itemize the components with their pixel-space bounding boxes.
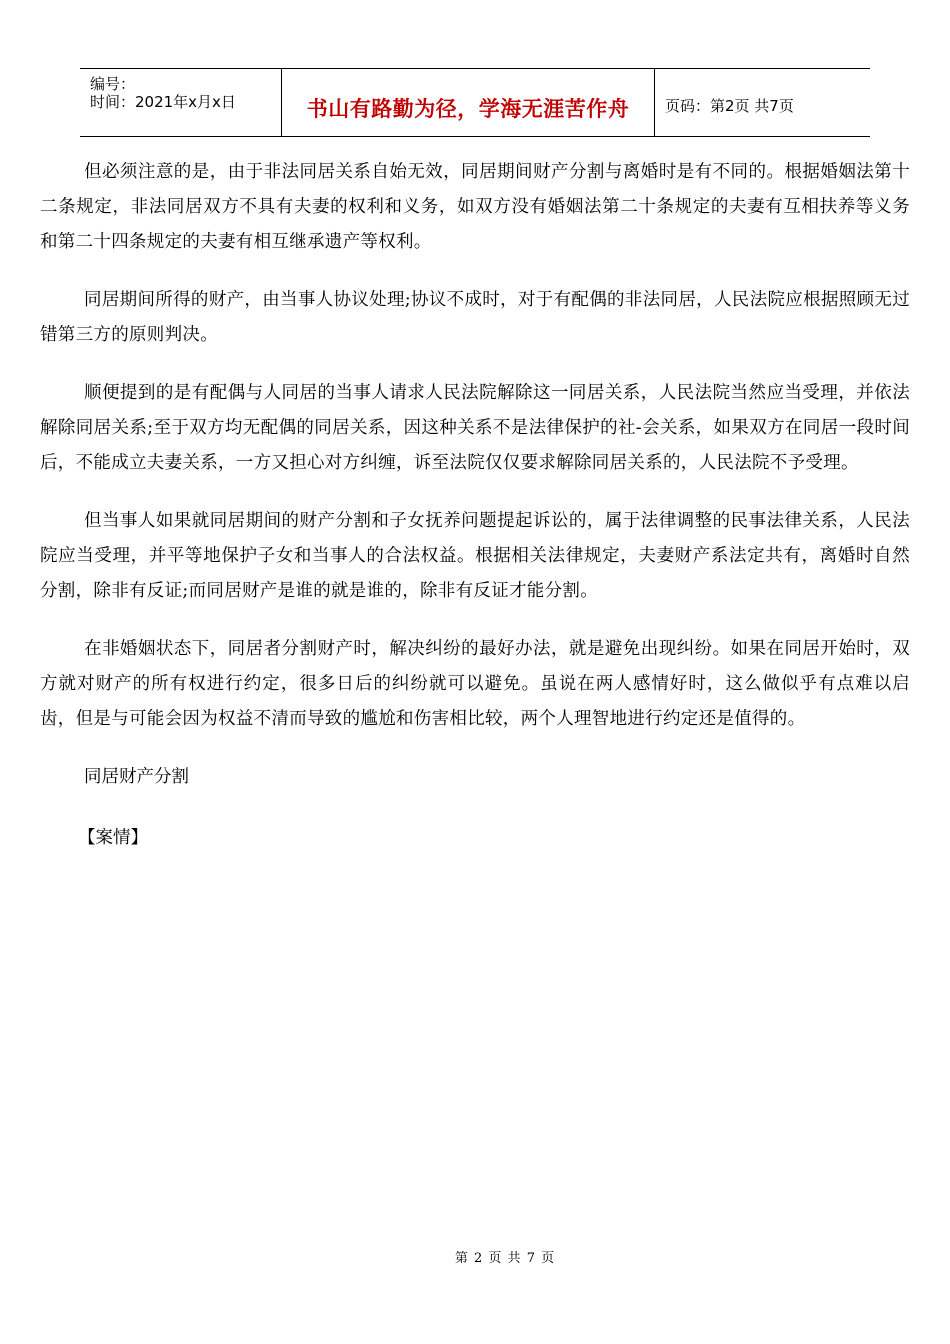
paragraph: 同居期间所得的财产，由当事人协议处理;协议不成时，对于有配偶的非法同居，人民法院应根据照顾无过错第三方的原则判决。 (40, 290, 910, 345)
header-page-cell (655, 69, 870, 136)
case-title: 【案情】 (78, 828, 148, 848)
section-title: 同居财产分割 (84, 767, 189, 787)
document-number-label: 编号： (90, 75, 136, 93)
paragraph: 但当事人如果就同居期间的财产分割和子女抚养问题提起诉讼的，属于法律调整的民事法律关系，人民法院应当受理，并平等地保护子女和当事人的合法权益。根据相关法律规定，夫妻财产系法定共有，离婚时自然分割，除非有反证;而同居财产是谁的就是谁的，除非有反证才能分割。 (40, 511, 910, 601)
document-time-label: 时间：2021年x月x日 (90, 93, 236, 111)
page-footer: 第 2 页 共 7 页 (454, 1251, 556, 1266)
header-motto-cell (282, 69, 655, 136)
paragraph: 但必须注意的是，由于非法同居关系自始无效，同居期间财产分割与离婚时是有不同的。根据婚姻法第十二条规定，非法同居双方不具有夫妻的权利和义务，如双方没有婚姻法第二十条规定的夫妻有互相扶养等义务和第二十四条规定的夫妻有相互继承遗产等权利。 (40, 162, 910, 252)
document-body (40, 155, 910, 856)
paragraph: 顺便提到的是有配偶与人同居的当事人请求人民法院解除这一同居关系，人民法院当然应当受理，并依法解除同居关系;至于双方均无配偶的同居关系，因这种关系不是法律保护的社-会关系，如果双方在同居一段时间后，不能成立夫妻关系，一方又担心对方纠缠，诉至法院仅仅要求解除同居关系的，人民法院不予受理。 (40, 383, 910, 473)
paragraph: 在非婚姻状态下，同居者分割财产时，解决纠纷的最好办法，就是避免出现纠纷。如果在同居开始时，双方就对财产的所有权进行约定，很多日后的纠纷就可以避免。虽说在两人感情好时，这么做似乎有点难以启齿，但是与可能会因为权益不清而导致的尴尬和伤害相比较，两个人理智地进行约定还是值得的。 (40, 639, 910, 729)
header-meta-cell (80, 69, 282, 136)
document-header (80, 68, 870, 137)
header-page-info: 页码：第2页 共7页 (665, 97, 794, 115)
header-motto: 书山有路勤为径，学海无涯苦作舟 (306, 97, 630, 121)
